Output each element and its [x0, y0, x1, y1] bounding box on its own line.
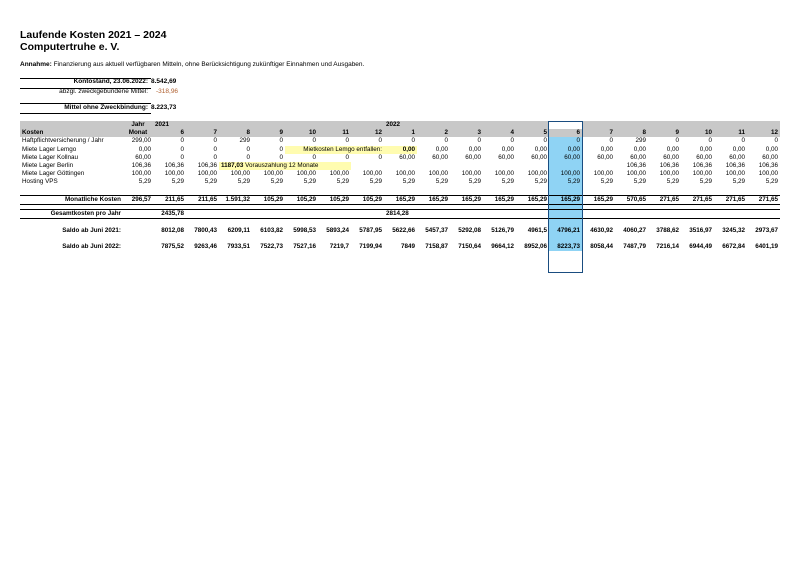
kontostand-value: 8.542,69: [151, 78, 177, 85]
table-cell: 0,00: [534, 145, 547, 153]
row-label: Miete Lager Berlin: [22, 162, 74, 170]
blank-cell: [681, 209, 714, 218]
blank-cell: [123, 227, 153, 235]
table-cell: 0,00: [435, 145, 448, 153]
table-cell: 299: [635, 137, 646, 145]
balance-cell: 6672,84: [722, 243, 745, 251]
table-cell: 5,29: [600, 178, 613, 186]
balance-cell: 3245,32: [722, 227, 745, 235]
lemgo-note: Mietkosten Lemgo entfallen:: [285, 146, 384, 154]
year-header-row: [20, 121, 780, 129]
month-cell: 12: [747, 129, 780, 137]
table-cell: 60,00: [663, 153, 679, 161]
table-cell: 60,00: [498, 153, 514, 161]
table-cell: 100,00: [758, 170, 778, 178]
table-row: [20, 137, 780, 145]
table-cell: 100,00: [626, 170, 646, 178]
table-cell: 5,29: [549, 178, 582, 186]
balance-cell: 4060,27: [623, 227, 646, 235]
table-cell: [516, 162, 549, 170]
monthly-cost-cell: 105,29: [285, 195, 318, 204]
balance-cell: 7150,64: [458, 243, 481, 251]
note-text: Finanzierung aus aktuell verfügbaren Mitteln, ohne Berücksichtigung zukünftiger Einnahmen und Ausgaben.: [51, 61, 365, 68]
table-cell: 0: [444, 137, 448, 145]
table-cell: 0: [378, 137, 382, 145]
assumption-note: [20, 61, 364, 68]
table-cell: [351, 162, 384, 170]
row-jahr-value: 0,00: [138, 145, 151, 153]
mittel-value: 8.223,73: [151, 104, 177, 111]
year-cell: [615, 121, 648, 129]
balance-cell: 6209,11: [227, 227, 250, 235]
balance-2021-label: Saldo ab Juni 2021:: [62, 227, 121, 235]
table-cell: 100,00: [659, 170, 679, 178]
balance-cell: 6401,19: [755, 243, 778, 251]
table-row: [20, 146, 780, 154]
mittel-label: Mittel ohne Zweckbindung:: [64, 104, 148, 111]
year-cell: [417, 121, 450, 129]
blank-cell: [219, 209, 252, 218]
month-cell: 5: [516, 129, 549, 137]
table-cell: 0: [180, 153, 184, 161]
table-row: [20, 170, 780, 178]
table-cell: 5,29: [336, 178, 349, 186]
year-cell: [648, 121, 681, 129]
page-title: Laufende Kosten 2021 – 2024: [20, 29, 167, 41]
table-cell: 0: [312, 137, 316, 145]
annual-total-2021: 2435,78: [153, 209, 186, 218]
corner-cell: [20, 121, 123, 129]
month-cell: 11: [318, 129, 351, 137]
table-cell: [549, 162, 582, 170]
table-cell: 0: [180, 137, 184, 145]
table-cell: 106,36: [197, 162, 217, 170]
table-cell: 60,00: [399, 153, 415, 161]
month-cell: 3: [450, 129, 483, 137]
monthly-cost-cell: 271,65: [747, 195, 780, 204]
month-cell: 1: [384, 129, 417, 137]
blank-cell: [549, 209, 582, 218]
table-cell: 0: [279, 153, 283, 161]
table-cell: 0: [543, 137, 547, 145]
year-cell: [252, 121, 285, 129]
jahr-header: Jahr: [123, 121, 153, 129]
table-cell: 100,00: [263, 170, 283, 178]
table-cell: 100,00: [725, 170, 745, 178]
month-cell: 4: [483, 129, 516, 137]
year-cell: [450, 121, 483, 129]
table-cell: [417, 162, 450, 170]
balance-cell: 5292,08: [458, 227, 481, 235]
year-cell: [483, 121, 516, 129]
table-cell: 0: [279, 145, 283, 153]
balance-cell: 7216,14: [656, 243, 679, 251]
table-cell: 60,00: [531, 153, 547, 161]
row-jahr-value: 100,00: [131, 170, 151, 178]
blank-cell: [648, 209, 681, 218]
balance-cell: 6944,49: [689, 243, 712, 251]
annual-total-label: Gesamtkosten pro Jahr: [20, 209, 123, 218]
table-cell: 100,00: [692, 170, 712, 178]
year-cell: [516, 121, 549, 129]
balance-cell: 7849: [400, 243, 415, 251]
blank-cell: [582, 209, 615, 218]
blank-cell: [747, 209, 780, 218]
balance-cell: 6103,82: [260, 227, 283, 235]
monthly-cost-cell: 165,29: [417, 195, 450, 204]
monthly-costs-jahr: 296,57: [123, 195, 153, 204]
year-cell: [285, 121, 318, 129]
table-cell: 0: [549, 137, 582, 145]
balance-cell: 5126,79: [491, 227, 514, 235]
abzgl-value: -318,96: [156, 88, 179, 95]
balance-2022-label: Saldo ab Juni 2022:: [62, 243, 121, 251]
year-cell: [714, 121, 747, 129]
page-subtitle: Computertruhe e. V.: [20, 41, 120, 53]
month-cell: 7: [582, 129, 615, 137]
blank-cell: [252, 209, 285, 218]
table-cell: 0: [411, 137, 415, 145]
cost-table: [20, 121, 780, 251]
table-cell: 5,29: [204, 178, 217, 186]
abzgl-label: abzgl. zweckgebundene Mittel:: [59, 88, 148, 95]
table-cell: 106,36: [626, 162, 646, 170]
monthly-cost-cell: 165,29: [384, 195, 417, 204]
table-cell: 60,00: [432, 153, 448, 161]
balance-cell: 4630,92: [590, 227, 613, 235]
month-cell: 6: [153, 129, 186, 137]
table-cell: 106,36: [659, 162, 679, 170]
blank-cell: [417, 209, 450, 218]
table-cell: 0: [279, 137, 283, 145]
blank-cell: [123, 209, 153, 218]
monthly-cost-cell: 271,65: [714, 195, 747, 204]
balance-cell: 4961,5: [527, 227, 547, 235]
table-cell: 0: [774, 137, 778, 145]
table-cell: 100,00: [362, 170, 382, 178]
table-cell: 5,29: [666, 178, 679, 186]
year-cell: [747, 121, 780, 129]
annual-total-row: [20, 209, 780, 218]
table-cell: 0: [378, 153, 382, 161]
table-cell: 0: [477, 137, 481, 145]
table-row: [20, 178, 780, 186]
blank-cell: [714, 209, 747, 218]
table-cell: 0: [675, 137, 679, 145]
blank-cell: [516, 209, 549, 218]
table-cell: 106,36: [725, 162, 745, 170]
table-cell: 0: [180, 145, 184, 153]
balance-cell: 2973,67: [755, 227, 778, 235]
table-cell: [582, 162, 615, 170]
table-cell: 60,00: [597, 153, 613, 161]
table-cell: 100,00: [296, 170, 316, 178]
kontostand-label: Kontostand, 23.06.2022:: [73, 78, 148, 85]
table-cell: 100,00: [593, 170, 613, 178]
table-cell: 0: [345, 137, 349, 145]
table-cell: 0,00: [699, 145, 712, 153]
year-cell: 2022: [384, 121, 417, 129]
table-cell: 60,00: [729, 153, 745, 161]
table-row: [20, 162, 780, 170]
balance-cell: 8058,44: [590, 243, 613, 251]
monthly-cost-cell: 105,29: [252, 195, 285, 204]
table-cell: 60,00: [465, 153, 481, 161]
row-label: Haftpflichtversicherung / Jahr: [22, 137, 104, 145]
annual-total-2022: 2814,28: [384, 209, 417, 218]
table-cell: 60,00: [630, 153, 646, 161]
table-cell: 0,00: [633, 145, 646, 153]
monthly-cost-cell: 165,29: [483, 195, 516, 204]
blank-cell: [615, 209, 648, 218]
table-cell: 0,00: [501, 145, 514, 153]
kosten-header: Kosten: [20, 129, 123, 137]
table-cell: 0: [213, 137, 217, 145]
year-cell: [549, 121, 582, 129]
balance-cell: 8012,08: [161, 227, 184, 235]
year-cell: [186, 121, 219, 129]
year-cell: [351, 121, 384, 129]
table-cell: 100,00: [461, 170, 481, 178]
monthly-cost-cell: 105,29: [318, 195, 351, 204]
monthly-cost-cell: 271,65: [648, 195, 681, 204]
table-cell: 0,00: [732, 145, 745, 153]
table-cell: 0: [741, 137, 745, 145]
table-cell: 5,29: [303, 178, 316, 186]
monat-header: Monat: [123, 129, 153, 137]
monthly-cost-cell: 211,65: [153, 195, 186, 204]
balance-cell: [123, 243, 153, 251]
table-cell: 5,29: [633, 178, 646, 186]
blank-cell: [450, 209, 483, 218]
table-cell: 5,29: [270, 178, 283, 186]
monthly-cost-cell: 105,29: [351, 195, 384, 204]
blank-cell: [318, 209, 351, 218]
table-cell: 0: [609, 137, 613, 145]
month-cell: 9: [648, 129, 681, 137]
table-cell: 5,29: [402, 178, 415, 186]
table-cell: 100,00: [527, 170, 547, 178]
table-cell: 0: [708, 137, 712, 145]
row-jahr-value: 299,00: [131, 137, 151, 145]
table-cell: 100,00: [329, 170, 349, 178]
month-cell: 6: [549, 129, 582, 137]
balance-2022-row: [20, 243, 780, 251]
blank-cell: [186, 209, 219, 218]
table-cell: 106,36: [692, 162, 712, 170]
month-cell: 10: [285, 129, 318, 137]
balance-cell: 7875,52: [161, 243, 184, 251]
month-cell: 11: [714, 129, 747, 137]
monthly-cost-cell: 165,29: [549, 195, 582, 204]
monthly-cost-cell: 271,65: [681, 195, 714, 204]
table-cell: 5,29: [435, 178, 448, 186]
berlin-prepayment-value: 1187,03: [221, 162, 244, 170]
row-label: Miete Lager Lemgo: [22, 145, 77, 153]
year-cell: 2021: [153, 121, 186, 129]
month-cell: 2: [417, 129, 450, 137]
row-jahr-value: 60,00: [135, 153, 151, 161]
month-cell: 9: [252, 129, 285, 137]
table-cell: 0: [345, 153, 349, 161]
balance-cell: 4796,21: [549, 227, 582, 235]
monthly-cost-cell: 1.591,32: [219, 195, 252, 204]
blank-cell: [285, 209, 318, 218]
table-cell: 0: [246, 153, 250, 161]
table-cell: [450, 162, 483, 170]
table-cell: 0: [312, 153, 316, 161]
balance-cell: 7933,51: [227, 243, 250, 251]
balance-cell: 3788,62: [656, 227, 679, 235]
month-cell: 12: [351, 129, 384, 137]
row-jahr-value: 106,36: [131, 162, 151, 170]
monthly-cost-cell: 165,29: [582, 195, 615, 204]
row-jahr-value: 5,29: [138, 178, 151, 186]
table-row: [20, 154, 780, 162]
table-cell: 100,00: [230, 170, 250, 178]
balance-cell: 7199,94: [359, 243, 382, 251]
year-cell: [318, 121, 351, 129]
year-cell: [681, 121, 714, 129]
month-cell: 8: [615, 129, 648, 137]
balance-cell: 5893,24: [326, 227, 349, 235]
balance-cell: 7487,79: [623, 243, 646, 251]
table-cell: 5,29: [732, 178, 745, 186]
table-cell: 5,29: [534, 178, 547, 186]
table-cell: 100,00: [494, 170, 514, 178]
monthly-cost-cell: 211,65: [186, 195, 219, 204]
table-cell: 0,00: [468, 145, 481, 153]
month-cell: 10: [681, 129, 714, 137]
balance-cell: 7219,7: [329, 243, 349, 251]
month-cell: 7: [186, 129, 219, 137]
table-cell: 100,00: [395, 170, 415, 178]
table-cell: 100,00: [164, 170, 184, 178]
row-label: Miete Lager Göttingen: [22, 170, 85, 178]
table-cell: 5,29: [237, 178, 250, 186]
row-label: Miete Lager Kollnau: [22, 153, 79, 161]
table-cell: 0: [510, 137, 514, 145]
row-label: Hosting VPS: [22, 178, 58, 186]
balance-cell: 5457,37: [425, 227, 448, 235]
year-cell: [582, 121, 615, 129]
balance-cell: 7522,73: [260, 243, 283, 251]
table-cell: 100,00: [549, 170, 582, 178]
blank-cell: [483, 209, 516, 218]
table-cell: 5,29: [501, 178, 514, 186]
table-cell: 5,29: [468, 178, 481, 186]
balance-cell: 5787,95: [359, 227, 382, 235]
balance-2021-row: [20, 227, 780, 235]
table-cell: 100,00: [428, 170, 448, 178]
table-cell: 5,29: [765, 178, 778, 186]
monthly-costs-label: Monatliche Kosten: [20, 195, 123, 204]
year-cell: [219, 121, 252, 129]
table-cell: 5,29: [171, 178, 184, 186]
table-cell: 106,36: [758, 162, 778, 170]
table-cell: 0,00: [765, 145, 778, 153]
balance-cell: 5998,53: [293, 227, 316, 235]
table-cell: 100,00: [197, 170, 217, 178]
monthly-cost-cell: 165,29: [516, 195, 549, 204]
table-cell: 5,29: [369, 178, 382, 186]
balance-cell: 5622,66: [392, 227, 415, 235]
table-cell: 60,00: [762, 153, 778, 161]
balance-cell: 7527,16: [293, 243, 316, 251]
balance-cell: 7158,87: [425, 243, 448, 251]
table-cell: 0,00: [666, 145, 679, 153]
table-cell: [483, 162, 516, 170]
table-cell: 60,00: [696, 153, 712, 161]
note-prefix: Annahme:: [20, 61, 52, 68]
month-header-row: [20, 129, 780, 137]
berlin-prepayment-text: Vorauszahlung 12 Monate: [243, 162, 319, 170]
balance-cell: 8952,06: [524, 243, 547, 251]
table-cell: 0,00: [549, 146, 582, 154]
balance-cell: 7800,43: [194, 227, 217, 235]
monthly-costs-row: [20, 195, 780, 204]
table-cell: 299: [239, 137, 250, 145]
table-cell: 106,36: [164, 162, 184, 170]
table-cell: 0: [213, 145, 217, 153]
table-cell: 0: [213, 153, 217, 161]
month-cell: 8: [219, 129, 252, 137]
balance-cell: 9263,46: [194, 243, 217, 251]
monthly-cost-cell: 165,29: [450, 195, 483, 204]
table-cell: 0: [246, 145, 250, 153]
berlin-prepayment-note: [219, 162, 351, 170]
monthly-cost-cell: 570,65: [615, 195, 648, 204]
table-cell: 0,00: [384, 146, 417, 154]
table-cell: [384, 162, 417, 170]
balance-cell: 3516,97: [689, 227, 712, 235]
table-cell: 60,00: [549, 154, 582, 162]
table-cell: 5,29: [699, 178, 712, 186]
balance-cell: 9664,12: [491, 243, 514, 251]
table-cell: 0,00: [600, 145, 613, 153]
blank-cell: [351, 209, 384, 218]
balance-cell: 8223,73: [549, 243, 582, 251]
